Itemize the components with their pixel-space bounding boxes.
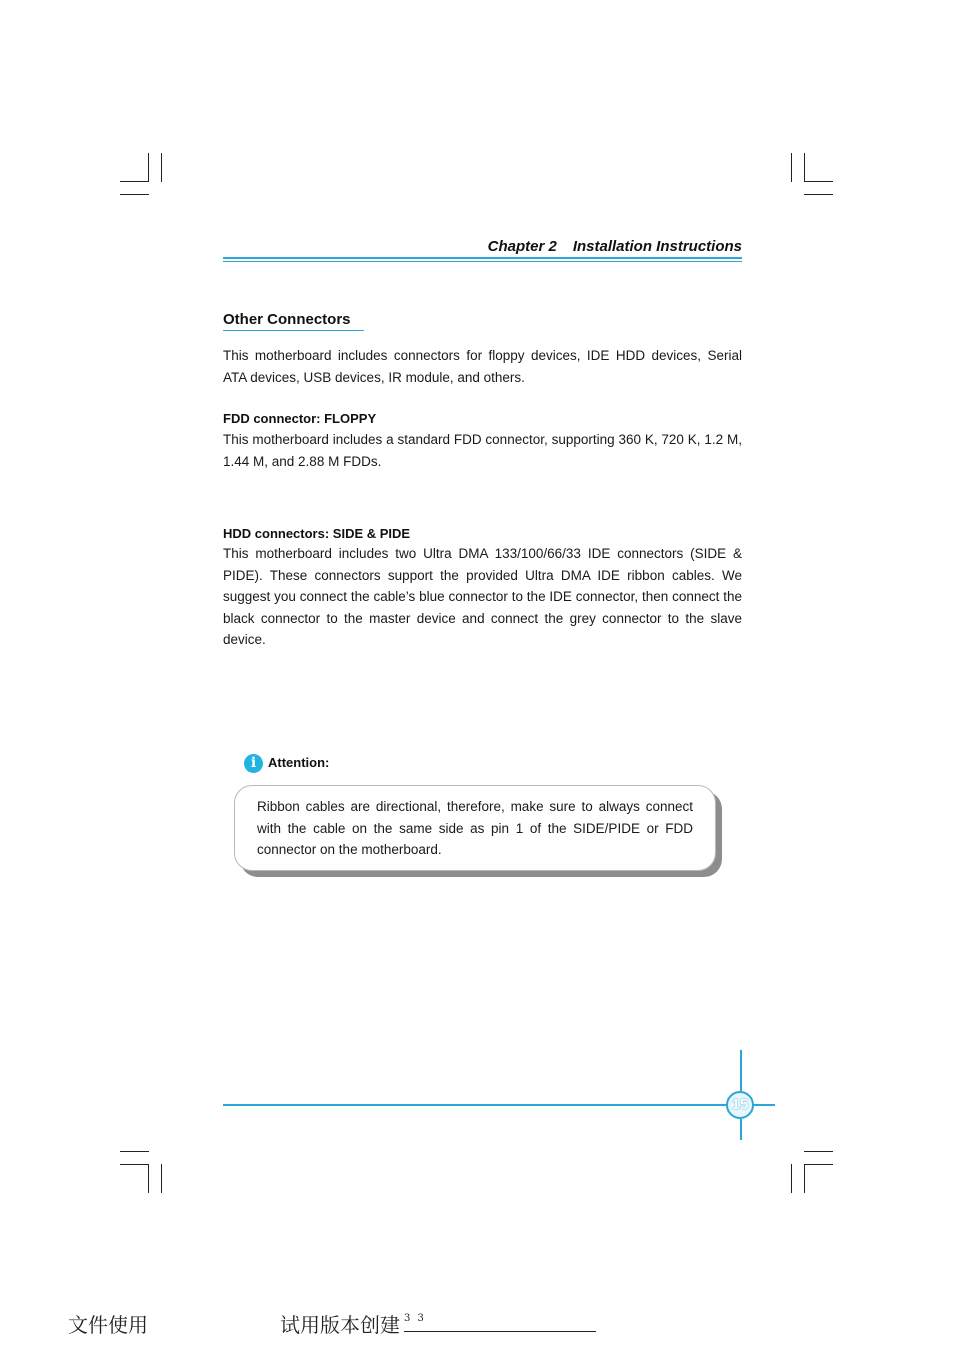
page-marker-line-bottom	[740, 1119, 742, 1140]
section-intro: This motherboard includes connectors for floppy devices, IDE HDD devices, Serial ATA devices, USB devices, IR module, and others.	[223, 348, 742, 385]
footer-left-text: 文件使用	[68, 1313, 148, 1337]
footer-superscript: 3 3	[404, 1313, 426, 1324]
crop-mark	[791, 1164, 792, 1193]
hdd-text: This motherboard includes two Ultra DMA 133/100/66/33 IDE connectors (SIDE & PIDE). These connectors support the provided Ultra DMA IDE ribbon cables. We suggest you connect the cable’s blue connector to the IDE connector, then connect the black connector to the master device and connect the grey connector to the slave device.	[223, 546, 742, 647]
crop-mark	[161, 1164, 162, 1193]
attention-text: Ribbon cables are directional, therefore, make sure to always connect with the cable on the same side as pin 1 of the SIDE/PIDE or FDD connector on the motherboard.	[257, 799, 693, 857]
page-marker-line-top	[740, 1050, 742, 1091]
header-rule	[223, 257, 742, 259]
crop-mark	[804, 181, 833, 182]
footer-rule	[223, 1104, 775, 1106]
crop-mark	[120, 194, 149, 195]
crop-mark	[148, 153, 149, 182]
section-title-underline	[223, 330, 364, 331]
crop-mark	[120, 1164, 149, 1165]
running-header	[223, 238, 742, 255]
page-number: 15	[726, 1091, 754, 1119]
crop-mark	[804, 1164, 833, 1165]
crop-mark	[791, 153, 792, 182]
crop-mark	[804, 1151, 833, 1152]
chapter-title: Installation Instructions	[572, 238, 742, 255]
info-icon: i	[244, 754, 263, 773]
crop-mark	[804, 1164, 805, 1193]
crop-mark	[161, 153, 162, 182]
chapter-number: Chapter 2	[487, 238, 557, 255]
header-rule-thin	[223, 261, 742, 262]
section-title: Other Connectors	[223, 311, 351, 328]
crop-mark	[120, 1151, 149, 1152]
footer-right-text: 试用版本创建	[280, 1313, 400, 1337]
crop-mark	[804, 194, 833, 195]
fdd-text: This motherboard includes a standard FDD connector, supporting 360 K, 720 K, 1.2 M, 1.44 M, and 2.88 M FDDs.	[223, 432, 742, 469]
hdd-heading: HDD connectors: SIDE & PIDE	[223, 526, 411, 541]
crop-mark	[148, 1164, 149, 1193]
crop-mark	[804, 153, 805, 182]
crop-mark	[120, 181, 149, 182]
fdd-heading: FDD connector: FLOPPY	[223, 411, 377, 426]
footer-underline	[404, 1331, 596, 1332]
attention-label: Attention:	[268, 755, 330, 770]
